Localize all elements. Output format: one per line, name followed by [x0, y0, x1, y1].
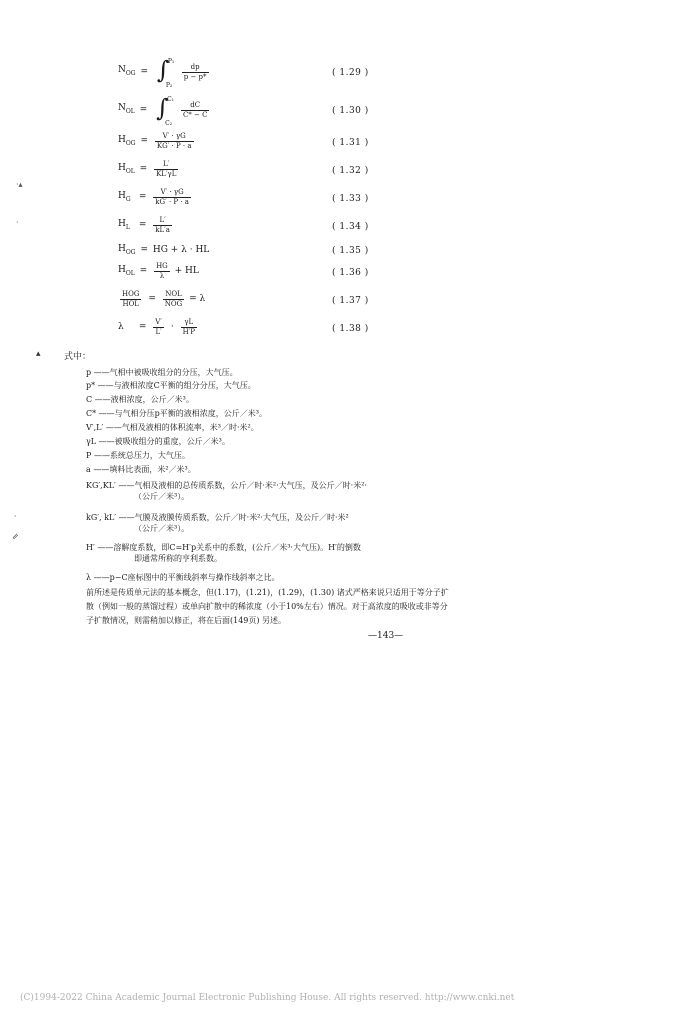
fraction: $\frac{L'}{kL'a}$	[155, 216, 170, 234]
margin-mark: ·	[16, 218, 19, 227]
definition-row: KG′,KL′ ——气相及液相的总传质系数，公斤／时·米²·大气压，及公斤／时·米²· （公斤／米³）。	[86, 481, 367, 501]
equation-1-32: $H_{OL}$ = $\frac{L'}{KL'\gamma L}$ ( 1.32 )	[118, 160, 369, 178]
equation-1-37: $\frac{\text{HOG}}{\text{HOL}}$ = $\frac{\text{NOL}}{\text{NOG}}$ = λ ( 1.37 )	[122, 290, 369, 308]
eq-lhs: $N_{OG}$	[118, 65, 136, 77]
definition-row: V′,L′ ——气相及液相的体积流率，米³／时·米²。	[86, 423, 259, 432]
margin-mark: ⇙	[12, 532, 19, 541]
equation-number: ( 1.36 )	[332, 268, 369, 278]
equation-1-36: $H_{OL}$ = $\frac{HG}{\lambda}$ + HL ( 1.36 )	[118, 262, 369, 280]
page-number: —143—	[368, 631, 404, 641]
equation-1-30: $N_{OL}$ = ∫ C₁ C₂ $\frac{dC}{C* - C}$ ( 1.30 )	[118, 94, 369, 127]
definition-row: γL ——被吸收组分的重度，公斤／米³。	[86, 437, 230, 446]
definition-row: P ——系统总压力，大气压。	[86, 451, 190, 460]
fraction: $\frac{V'}{L'}$	[155, 318, 162, 336]
fraction: $\frac{dC}{C* - C}$	[182, 100, 208, 119]
equation-number: ( 1.33 )	[332, 194, 369, 204]
equation-1-35: $H_{OG}$ = HG + λ · HL ( 1.35 )	[118, 244, 369, 256]
fraction: $\frac{\text{HOG}}{\text{HOL}}$	[122, 290, 140, 308]
integral-sign: ∫ C₁ C₂	[156, 94, 175, 127]
fraction: $\frac{HG}{\lambda}$	[156, 262, 168, 280]
definition-row: p ——气相中被吸收组分的分压，大气压。	[86, 368, 238, 377]
definition-row: C ——液相浓度，公斤／米³。	[86, 395, 194, 404]
margin-mark: ·▴	[16, 180, 23, 189]
equation-number: ( 1.38 )	[332, 324, 369, 334]
equation-number: ( 1.34 )	[332, 222, 369, 232]
margin-mark: ▴	[36, 349, 41, 359]
equation-1-33: $H_G$ = $\frac{V' \cdot \gamma G}{kG' \cdot P \cdot a}$ ( 1.33 )	[118, 188, 369, 206]
equation-1-34: $H_L$ = $\frac{L'}{kL'a}$ ( 1.34 )	[118, 216, 369, 234]
body-paragraph: 前所述是传质单元法的基本概念，但(1.17)，(1.21)，(1.29)，(1.30) 诸式严格来说只适用于等分子扩散（例如一般的蒸馏过程）或单向扩散中的稀浓度（小于10%左右）情况。对于高浓度的吸收或非等分子扩散情况，则需稍加以修正，将在后面(149页) 另述。	[86, 588, 449, 625]
equation-1-29: $N_{OG}$ = ∫ P₁ P₂ $\frac{dp}{p - p*}$ ( 1.29 )	[118, 56, 369, 89]
equation-number: ( 1.35 )	[332, 246, 369, 256]
equation-number: ( 1.30 )	[332, 106, 369, 116]
definition-row: p* ——与液相浓度C平衡的组分分压，大气压。	[86, 381, 256, 390]
definition-row: C* ——与气相分压p平衡的液相浓度，公斤／米³。	[86, 409, 267, 418]
definition-row: a ——填料比表面，米²／米³。	[86, 465, 196, 474]
equation-number: ( 1.32 )	[332, 166, 369, 176]
integral-sign: ∫ P₁ P₂	[156, 56, 175, 89]
copyright-footer: (C)1994-2022 China Academic Journal Electronic Publishing House. All rights reserved. http://www.cnki.net	[20, 993, 515, 1003]
where-label: 式中：	[64, 352, 92, 362]
fraction: $\frac{dp}{p - p*}$	[183, 62, 207, 81]
fraction: $\frac{L'}{KL'\gamma L}$	[156, 160, 177, 178]
margin-mark: ·	[14, 512, 17, 521]
definition-row: λ ——p−C座标图中的平衡线斜率与操作线斜率之比。	[86, 573, 280, 582]
fraction: $\frac{V' \cdot \gamma G}{KG' \cdot P \cdot a}$	[156, 132, 192, 150]
equation-number: ( 1.37 )	[332, 296, 369, 306]
equation-1-38: λ = $\frac{V'}{L'}$ · $\frac{\gamma L}{H'P}$ ( 1.38 )	[118, 318, 369, 336]
fraction: $\frac{\text{NOL}}{\text{NOG}}$	[164, 290, 183, 308]
fraction: $\frac{V' \cdot \gamma G}{kG' \cdot P \cdot a}$	[155, 188, 189, 206]
definition-row: H′ ——溶解度系数，即C=H′p关系中的系数，(公斤／米³·大气压)。H′的倒数 即通常所称的亨利系数。	[86, 543, 361, 563]
definition-row: kG′, kL′ ——气膜及液膜传质系数，公斤／时·米²·大气压，及公斤／时·米² （公斤／米³）。	[86, 513, 349, 533]
fraction: $\frac{\gamma L}{H'P}$	[182, 318, 195, 336]
equation-number: ( 1.31 )	[332, 138, 369, 148]
equation-number: ( 1.29 )	[332, 68, 369, 78]
equation-1-31: $H_{OG}$ = $\frac{V' \cdot \gamma G}{KG' \cdot P \cdot a}$ ( 1.31 )	[118, 132, 369, 150]
